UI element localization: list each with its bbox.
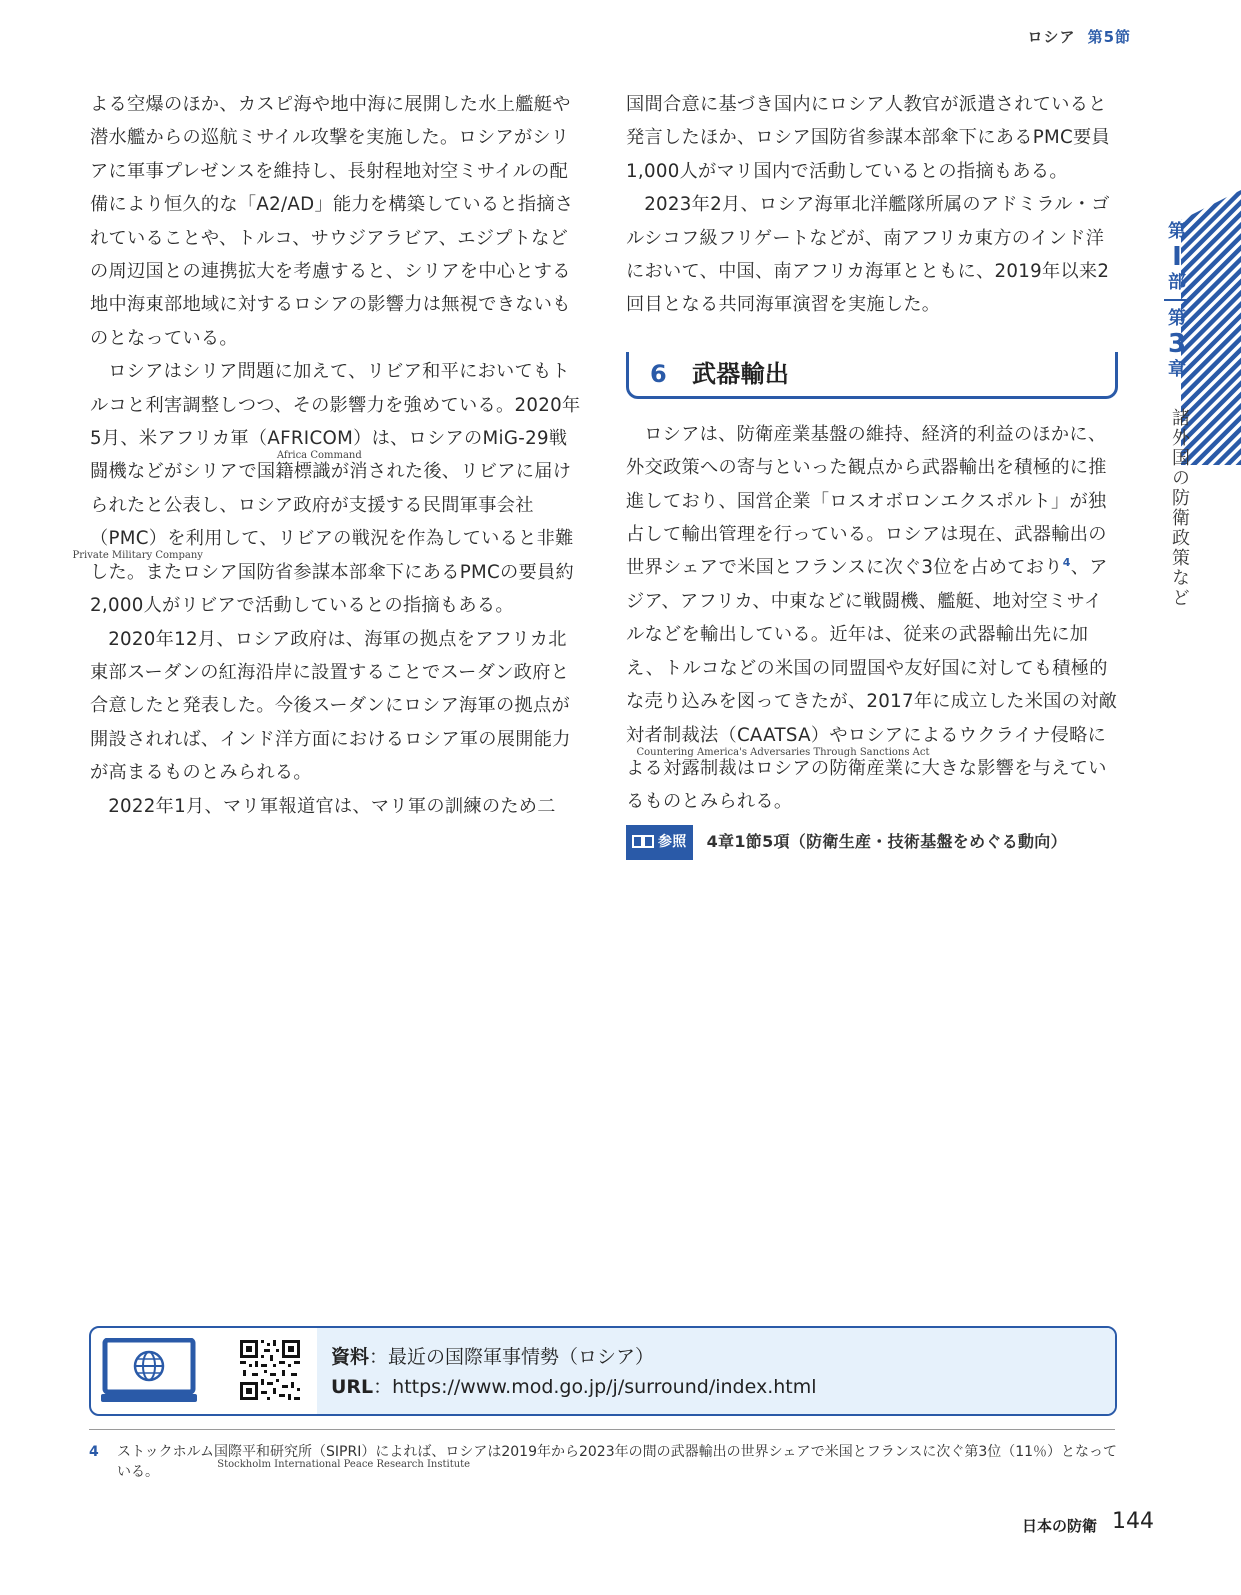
page-number: 144 xyxy=(1112,1509,1154,1534)
section-number: 6 xyxy=(650,359,667,388)
side-part-suffix: 部 xyxy=(1168,271,1186,293)
running-header xyxy=(1028,26,1131,47)
side-chapter-num: 3 xyxy=(1167,328,1187,359)
header-section: 第5節 xyxy=(1087,28,1131,46)
side-tab-label xyxy=(1162,222,1192,381)
left-paragraph-4: 2022年1月、マリ軍報道官は、マリ軍の訓練のため二 xyxy=(108,795,556,817)
footnote-divider xyxy=(89,1429,1115,1430)
right-paragraph-2: 2023年2月、ロシア海軍北洋艦隊所属のアドミラル・ゴルシコフ級フリゲートなどが、南アフリカ東方のインド洋において、中国、南アフリカ海軍とともに、2019年以来2回目となる共同海軍演習を実施した。 xyxy=(626,194,1110,316)
side-chapter-suffix: 章 xyxy=(1168,358,1186,380)
reference-badge: 参照 xyxy=(626,825,693,860)
info-url-line[interactable]: URL：https://www.mod.go.jp/j/surround/index.html xyxy=(331,1376,817,1398)
info-url-link[interactable]: ：https://www.mod.go.jp/j/surround/index.html xyxy=(373,1376,817,1398)
side-part-num: Ⅰ xyxy=(1172,241,1182,272)
book-icon xyxy=(632,834,654,848)
ruby-pmc: PMC Private Military Company xyxy=(72,528,203,562)
header-chapter: ロシア xyxy=(1027,28,1076,46)
side-chapter-title: 諸外国の防衛政策など xyxy=(1169,408,1190,608)
qr-code-icon[interactable] xyxy=(237,1337,303,1403)
footer-book-title: 日本の防衛 xyxy=(1022,1517,1098,1535)
section-title: 武器輸出 xyxy=(692,359,790,388)
side-part-prefix: 第 xyxy=(1168,221,1186,242)
globe-monitor-icon xyxy=(101,1338,197,1404)
footnote-ref[interactable]: 4 xyxy=(1062,556,1071,570)
right-column xyxy=(626,88,1118,860)
ruby-africom: AFRICOM Africa Command xyxy=(267,428,362,462)
right-paragraph-3: ロシアは、防衛産業基盤の維持、経済的利益のほかに、外交政策への寄与といった観点から武器輸出を積極的に推進しており、国営企業「ロスオボロンエクスポルト」が独占して輸出管理を行っている。ロシアは現在、武器輸出の世界シェアで米国とフランスに次ぐ3位を占めており$^4$、アジア、アフリカ、中東などに戦闘機、艦艇、地対空ミサイルなどを輸出している。近年は、従来の武器輸出先に加え、トルコなどの米国の同盟国や友好国に対しても積極的な売り込みを図ってきたが、2017年に成立した米国の対敵対者制裁法（CAATSA Countering America's Adversaries Through Sanctions Act ）やロシアによるウクライナ侵略による対露制裁はロシアの防衛産業に大きな影響を与えているものとみられる。 xyxy=(626,423,1118,813)
reference-link[interactable] xyxy=(626,825,1118,860)
ruby-sipri: SIPRI Stockholm International Peace Research Institute xyxy=(217,1444,471,1470)
side-divider xyxy=(1164,299,1190,305)
reference-text: 4章1節5項（防衛生産・技術基盤をめぐる動向） xyxy=(706,831,1067,851)
info-box xyxy=(89,1326,1117,1416)
ruby-caatsa: CAATSA Countering America's Adversaries Through Sanctions Act xyxy=(636,724,930,758)
info-box-text xyxy=(331,1342,817,1402)
left-paragraph-1: よる空爆のほか、カスピ海や地中海に展開した水上艦艇や潜水艦からの巡航ミサイル攻撃を実施した。ロシアがシリアに軍事プレゼンスを維持し、長射程地対空ミサイルの配備により恒久的な「A2/AD」能力を構築していると指摘されていることや、トルコ、サウジアラビア、エジプトなどの周辺国との連携拡大を考慮すると、シリアを中心とする地中海東部地域に対するロシアの影響力は無視できないものとなっている。 xyxy=(90,94,574,349)
left-paragraph-3: 2020年12月、ロシア政府は、海軍の拠点をアフリカ北東部スーダンの紅海沿岸に設置することでスーダン政府と合意したと発表した。今後スーダンにロシア海軍の拠点が開設されれば、インド洋方面におけるロシア軍の展開能力が高まるものとみられる。 xyxy=(90,628,571,784)
footnote: 4 ストックホルム国際平和研究所（SIPRI Stockholm International Peace Research Institute ）によれば、ロシアは2019年から2023年の間の武器輸出の世界シェアで米国とフランスに次ぐ第3位（11％）となっている。 xyxy=(89,1444,1118,1480)
right-paragraph-1: 国間合意に基づき国内にロシア人教官が派遣されていると発言したほか、ロシア国防省参謀本部傘下にあるPMC要員1,000人がマリ国内で活動しているとの指摘もある。 xyxy=(626,94,1110,182)
left-column xyxy=(72,88,585,823)
info-source-line: 資料：最近の国際軍事情勢（ロシア） xyxy=(331,1346,655,1368)
side-chapter-prefix: 第 xyxy=(1168,308,1186,330)
footnote-number: 4 xyxy=(89,1444,99,1460)
section-heading xyxy=(626,352,1118,406)
left-paragraph-2: ロシアはシリア問題に加えて、リビア和平においてもトルコと利害調整しつつ、その影響力を強めている。2020年5月、米アフリカ軍（AFRICOM Africa Command ）は、ロシアのMiG-29戦闘機などがシリアで国籍標識が消された後、リビアに届けられたと公表し、ロシア政府が支援する民間軍事会社（PMC Private Military Company ）を利用して、リビアの戦況を作為していると非難した。またロシア国防省参謀本部傘下にあるPMCの要員約2,000人がリビアで活動しているとの指摘もある。 xyxy=(72,361,581,617)
